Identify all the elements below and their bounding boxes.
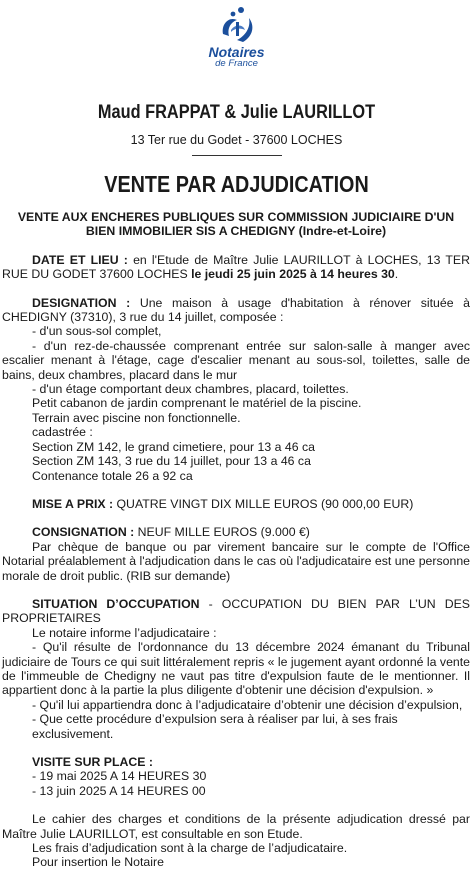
notaires-logo — [0, 4, 473, 69]
designation-extra: Petit cabanon de jardin comprenant le matériel de la piscine. — [32, 396, 362, 411]
designation-item: - d'un rez-de-chaussée comprenant entrée sur salon-salle à manger avec escalier menant à l'étage, cage d'escalier menant au sous-sol, toilettes, salle de bains, deux chambres, placard dans le mur — [2, 338, 470, 382]
announcement-body — [2, 210, 470, 870]
situation-item: - Qu'il lui appartiendra donc à l’adjudicataire d’obtenir une décision d’expulsion, — [32, 697, 463, 712]
designation-paragraph — [2, 296, 470, 325]
visite-date: - 19 mai 2025 A 14 HEURES 30 — [32, 769, 207, 784]
date-paragraph: DATE ET LIEU : en l'Etude de Maître Julie LAURILLOT à LOCHES, 13 TER RUE DU GODET 37600 LOCHES le jeudi 25 juin 2025 à 14 heures 30. — [2, 252, 470, 282]
situation-item: - Qu'il résulte de l'ordonnance du 13 décembre 2024 émanant du Tribunal judiciaire de Tours ce qui suit littéralement repris « le jugement ayant ordonné la vente de l'immeuble de Chedigny ne vaut pas titre d'expulsion faute de le mentionner. Il appartient donc à la partie la plus diligente d'obtenir une décision d'expulsion. » — [2, 640, 471, 698]
consignation-text: NEUF MILLE EUROS (9.000 €) — [134, 525, 310, 540]
subtitle-line-1: VENTE AUX ENCHERES PUBLIQUES SUR COMMISSION JUDICIAIRE D'UN — [17, 210, 455, 224]
closing-frais: Les frais d’adjudication sont à la charge de l’adjudicataire. — [32, 841, 348, 856]
designation-extra: cadastrée : — [32, 425, 93, 440]
consignation-body: Par chèque de banque ou par virement bancaire sur le compte de l'Office Notarial préalablement à l'adjudication dans le cas où l'adjudicataire est une personne morale de droit public. (RIB sur demande) — [2, 539, 470, 583]
designation-extra: Terrain avec piscine non fonctionnelle. — [32, 410, 241, 425]
designation-extra: Contenance totale 26 a 92 ca — [32, 468, 193, 483]
visite-date: - 13 juin 2025 A 14 HEURES 00 — [32, 783, 206, 798]
closing-cahier: Le cahier des charges et conditions de la présente adjudication dressé par Maître Julie LAURILLOT, est consultable en son Etude. — [2, 812, 470, 841]
consignation-label: CONSIGNATION : — [32, 525, 135, 540]
subtitle-line-2: BIEN IMMOBILIER SIS A CHEDIGNY (Indre-et-Loire) — [85, 224, 387, 239]
date-when: le jeudi 25 juin 2025 à 14 heures 30 — [191, 267, 395, 282]
page-title: VENTE PAR ADJUDICATION — [104, 171, 369, 197]
situation-informe: Le notaire informe l’adjudicataire : — [32, 625, 217, 640]
notary-address: 13 Ter rue du Godet - 37600 LOCHES — [130, 133, 343, 147]
logo-brand: Notaires — [208, 44, 265, 60]
closing-insertion: Pour insertion le Notaire — [32, 855, 164, 870]
designation-intro: Une maison à usage d'habitation à rénover située à CHEDIGNY (37310), 3 rue du 14 juillet, composée : — [2, 295, 470, 325]
notary-names: Maud FRAPPAT & Julie LAURILLOT — [97, 102, 376, 123]
designation-label: DESIGNATION : — [32, 295, 131, 310]
notaires-emblem-icon — [215, 4, 259, 44]
situation-item: - Que cette procédure d’expulsion sera à réaliser par lui, à ses frais exclusivement. — [32, 712, 398, 741]
designation-item: - d'un sous-sol complet, — [32, 324, 162, 339]
situation-occupation — [2, 597, 470, 626]
designation-item: - d'un étage comportant deux chambres, placard, toilettes. — [32, 382, 349, 397]
consignation — [2, 525, 470, 539]
logo-brand-sub: de France — [215, 58, 258, 69]
mise-label: MISE A PRIX : — [32, 496, 114, 511]
date-label: DATE ET LIEU : — [32, 252, 128, 267]
mise-a-prix — [2, 497, 470, 511]
situation-text: - OCCUPATION DU BIEN PAR L’UN DES PROPRIETAIRES — [2, 596, 470, 626]
date-text: en l'Etude de Maître Julie LAURILLOT à LOCHES, 13 TER RUE DU GODET 37600 LOCHES — [2, 252, 470, 282]
visite-label: VISITE SUR PLACE : — [32, 755, 153, 769]
divider — [192, 155, 282, 156]
situation-label: SITUATION D’OCCUPATION — [32, 596, 200, 611]
designation-extra: Section ZM 142, le grand cimetiere, pour 13 a 46 ca — [32, 439, 315, 454]
mise-text: QUATRE VINGT DIX MILLE EUROS (90 000,00 EUR) — [113, 496, 414, 511]
designation-extra: Section ZM 143, 3 rue du 14 juillet, pour 13 a 46 ca — [32, 454, 311, 469]
